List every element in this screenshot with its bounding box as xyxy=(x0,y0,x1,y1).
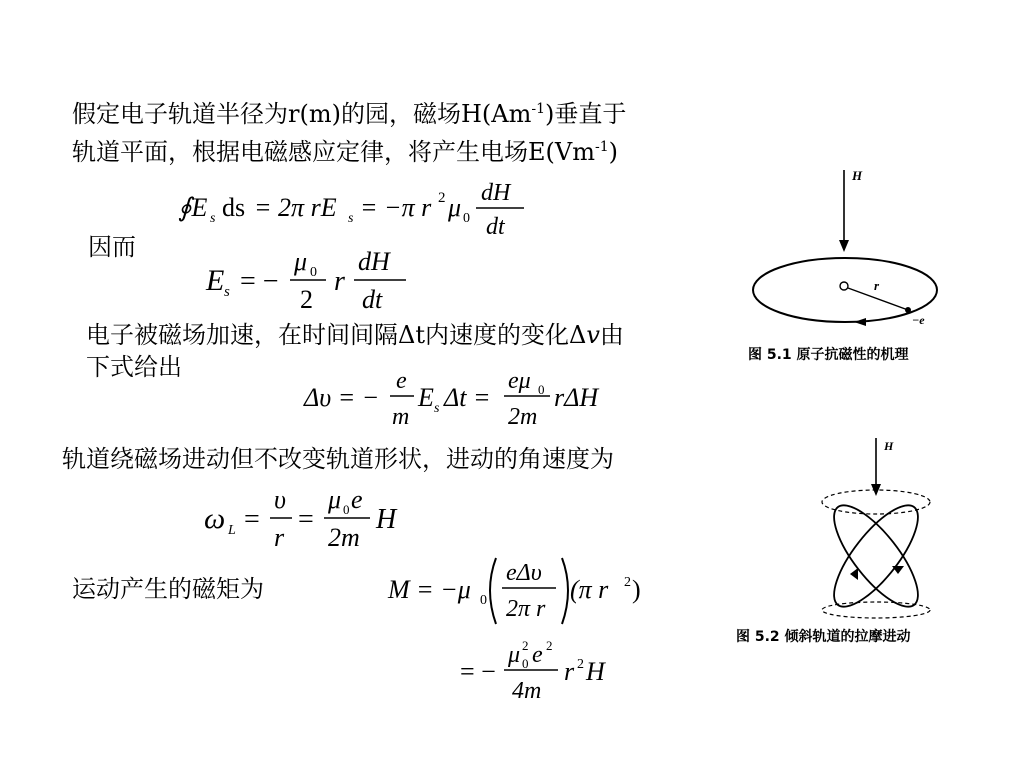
svg-text:2: 2 xyxy=(438,190,446,206)
svg-text:s: s xyxy=(224,284,230,300)
magnetic-moment-label: 运动产生的磁矩为 xyxy=(72,575,264,603)
svg-text:= −: = − xyxy=(460,657,496,686)
equation-faraday-integral xyxy=(170,170,530,242)
svg-text:2: 2 xyxy=(300,285,313,314)
equation-larmor-frequency xyxy=(200,484,420,556)
svg-text:Δυ = −: Δυ = − xyxy=(304,383,380,412)
svg-text:μ: μ xyxy=(508,642,521,668)
figure-5-2-caption: 图 5.2 倾斜轨道的拉摩进动 xyxy=(736,629,911,645)
svg-text:2: 2 xyxy=(624,575,631,590)
svg-text:e: e xyxy=(396,368,407,394)
svg-text:(π r: (π r xyxy=(570,575,609,604)
svg-text:s: s xyxy=(210,211,216,226)
field-label-h: H xyxy=(852,168,863,183)
svg-text:2: 2 xyxy=(522,638,529,653)
velocity-change-line-1: 电子被磁场加速，在时间间隔Δt内速度的变化Δv由 xyxy=(86,321,624,349)
svg-text:r: r xyxy=(274,523,285,552)
svg-text:ds: ds xyxy=(222,193,246,222)
svg-text:M = −μ: M = −μ xyxy=(388,575,471,604)
figure-5-1-caption: 图 5.1 原子抗磁性的机理 xyxy=(748,347,909,363)
svg-text:0: 0 xyxy=(343,502,350,517)
intro-line-2: 轨道平面，根据电磁感应定律，将产生电场$E(Vm^{-1})$ xyxy=(72,138,618,166)
svg-text:dH: dH xyxy=(481,180,511,206)
svg-text:μ: μ xyxy=(328,485,342,514)
orbit-direction-arrow xyxy=(854,318,866,326)
svg-text:eμ: eμ xyxy=(508,368,531,394)
svg-text:=: = xyxy=(244,504,260,535)
tilted-orbit-1 xyxy=(820,494,931,619)
svg-text:= −: = − xyxy=(240,266,279,297)
svg-text:2π r: 2π r xyxy=(506,596,546,622)
tilted-orbit-2 xyxy=(820,494,931,619)
precession-path-bottom xyxy=(822,602,930,618)
svg-text:rΔH: rΔH xyxy=(554,383,599,412)
svg-text:2: 2 xyxy=(577,657,584,672)
svg-text:4m: 4m xyxy=(512,678,542,704)
field-arrowhead xyxy=(839,240,849,252)
svg-text:E: E xyxy=(418,383,434,412)
eq1-lhs: ∮E xyxy=(178,193,208,222)
svg-text:L: L xyxy=(228,523,236,538)
svg-text:2m: 2m xyxy=(508,404,538,430)
svg-text:s: s xyxy=(434,401,440,416)
figure-larmor-precession xyxy=(812,434,952,624)
svg-text:ω: ω xyxy=(204,502,226,535)
svg-text:0: 0 xyxy=(538,382,545,397)
svg-text:0: 0 xyxy=(522,656,529,671)
field-label-h: H xyxy=(884,439,894,453)
svg-text:υ: υ xyxy=(274,485,286,514)
electron xyxy=(905,307,911,313)
svg-text:): ) xyxy=(632,575,641,604)
svg-text:r: r xyxy=(564,657,575,686)
equation-magnetic-moment-result xyxy=(456,632,656,710)
svg-text:dH: dH xyxy=(358,247,390,276)
svg-text:= 2π rE: = 2π rE xyxy=(254,193,337,222)
svg-text:2m: 2m xyxy=(328,523,360,552)
svg-text:0: 0 xyxy=(480,593,487,608)
radius-label: r xyxy=(874,278,880,293)
velocity-change-line-2: 下式给出 xyxy=(86,353,182,381)
svg-text:dt: dt xyxy=(486,214,505,240)
equation-electric-field xyxy=(200,240,420,316)
svg-text:s: s xyxy=(348,211,354,226)
svg-text:H: H xyxy=(376,504,397,535)
svg-text:m: m xyxy=(392,404,410,430)
svg-text:r: r xyxy=(334,266,345,297)
svg-text:E: E xyxy=(206,264,225,297)
equation-velocity-change xyxy=(300,366,610,432)
svg-text:2: 2 xyxy=(546,638,553,653)
svg-text:eΔυ: eΔυ xyxy=(506,560,542,586)
svg-text:μ: μ xyxy=(294,247,308,276)
svg-text:= −π r: = −π r xyxy=(360,193,432,222)
precession-line: 轨道绕磁场进动但不改变轨道形状，进动的角速度为 xyxy=(62,445,614,473)
intro-line-1: 假定电子轨道半径为r(m)的园，磁场$H(Am^{-1})$垂直于 xyxy=(72,100,627,128)
svg-text:0: 0 xyxy=(463,211,470,226)
orbit-direction-arrow xyxy=(850,568,858,580)
svg-text:e: e xyxy=(351,485,363,514)
svg-text:e: e xyxy=(532,642,543,668)
svg-text:μ: μ xyxy=(448,193,462,222)
electron-label: −e xyxy=(912,313,925,327)
svg-text:=: = xyxy=(298,504,314,535)
equation-magnetic-moment xyxy=(384,550,654,630)
svg-text:dt: dt xyxy=(362,285,383,314)
nucleus xyxy=(840,282,848,290)
thus-label: 因而 xyxy=(88,233,136,261)
figure-diamagnetism-orbit xyxy=(740,160,960,330)
svg-text:0: 0 xyxy=(310,265,317,280)
svg-text:Δt =: Δt = xyxy=(444,383,491,412)
svg-text:H: H xyxy=(586,657,605,686)
